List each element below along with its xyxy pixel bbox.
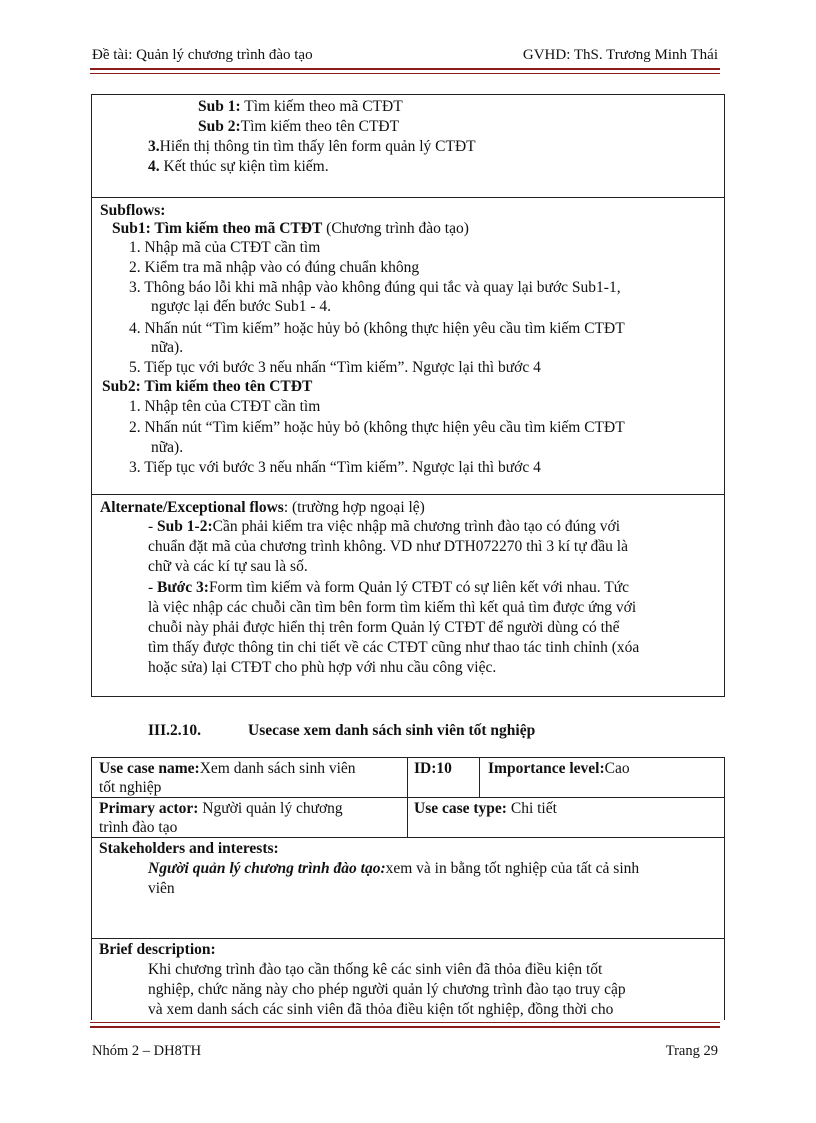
page-number: Trang 29 bbox=[665, 1043, 718, 1059]
step3-number: 3. bbox=[148, 138, 160, 155]
primary-actor-value: Người quản lý chương bbox=[198, 800, 343, 817]
step4-number: 4. bbox=[148, 158, 160, 175]
sub2-label: Sub 2: bbox=[198, 118, 241, 135]
sub1-item: 3. Thông báo lỗi khi mã nhập vào không đúng qui tắc và quay lại bước Sub1-1, bbox=[129, 279, 621, 296]
section-title: Usecase xem danh sách sinh viên tốt nghiệp bbox=[248, 722, 536, 739]
brief-line: Khi chương trình đào tạo cần thống kê các sinh viên đã thỏa điều kiện tốt bbox=[148, 961, 603, 978]
usecase-type-cell bbox=[407, 797, 725, 838]
alternate-flows-box: Alternate/Exceptional flows: (trường hợp ngoại lệ) - Sub 1-2:Cần phải kiểm tra việc nhập mã chương trình đào tạo có đúng với chuẩn đặt mã của chương trình không. VD như DTH072270 thì 3 kí tự đầu là chữ và các kí tự sau là số. - Bước 3:Form tìm kiếm và form Quản lý CTĐT có sự liên kết với nhau. Tức là việc nhập các chuỗi cần tìm bên form tìm kiếm thì kết quả tìm được ứng với chuỗi này phải được hiển thị trên form Quản lý CTĐT để người dùng có thể tìm thấy được thông tin chi tiết về các CTĐT cũng như thao tác tinh chỉnh (xóa hoặc sửa) lại CTĐT cho phù hợp với nhu cầu công việc. bbox=[91, 494, 725, 697]
page-footer bbox=[92, 1042, 718, 1062]
alt-sub12-label: Sub 1-2: bbox=[157, 518, 213, 535]
sub2-heading: Sub2: Tìm kiếm theo tên CTĐT bbox=[102, 378, 313, 395]
usecase-id-cell bbox=[407, 757, 480, 798]
sub1-item: 2. Kiểm tra mã nhập vào có đúng chuẩn không bbox=[129, 259, 420, 276]
usecase-name-cell bbox=[91, 757, 408, 798]
stakeholders-label: Stakeholders and interests: bbox=[99, 840, 279, 857]
usecase-name-value: Xem danh sách sinh viên bbox=[199, 760, 356, 777]
page-header bbox=[92, 46, 718, 66]
stakeholders-cell bbox=[91, 837, 725, 939]
sub1-label: Sub 1: bbox=[198, 98, 241, 115]
usecase-id-label: ID: bbox=[414, 760, 437, 777]
sub1-item: 4. Nhấn nút “Tìm kiếm” hoặc hủy bỏ (không thực hiện yêu cầu tìm kiếm CTĐT bbox=[129, 320, 625, 337]
alt-p2-line: Form tìm kiếm và form Quản lý CTĐT có sự liên kết với nhau. Tức bbox=[208, 579, 629, 596]
header-rule bbox=[90, 68, 720, 74]
alt-p2-line: tìm thấy được thông tin chi tiết về các CTĐT cũng như thao tác tinh chỉnh (xóa bbox=[148, 639, 640, 656]
alt-p2-line: chuỗi này phải được hiển thị trên form Quản lý CTĐT để người dùng có thể bbox=[148, 619, 620, 636]
sub2-item: 3. Tiếp tục với bước 3 nếu nhấn “Tìm kiếm”. Ngược lại thì bước 4 bbox=[129, 459, 541, 476]
sub1-item: nữa). bbox=[151, 339, 184, 356]
alt-p1-line: chuẩn đặt mã của chương trình không. VD như DTH072270 thì 3 kí tự đầu là bbox=[148, 538, 628, 555]
footer-rule bbox=[90, 1022, 720, 1028]
brief-line: và xem danh sách các sinh viên đã thỏa điều kiện tốt nghiệp, đồng thời cho bbox=[148, 1001, 614, 1018]
basic-flow-box bbox=[91, 94, 725, 198]
primary-actor-label: Primary actor: bbox=[99, 800, 199, 817]
sub1-item: 5. Tiếp tục với bước 3 nếu nhấn “Tìm kiếm”. Ngược lại thì bước 4 bbox=[129, 359, 541, 376]
alt-p2-line: là việc nhập các chuỗi cần tìm bên form tìm kiếm thì kết quả tìm được ứng với bbox=[148, 599, 637, 616]
header-topic: Đề tài: Quản lý chương trình đào tạo bbox=[92, 47, 313, 63]
stakeholder-role: Người quản lý chương trình đào tạo: bbox=[148, 860, 386, 877]
sub1-note: (Chương trình đào tạo) bbox=[322, 220, 469, 237]
usecase-type-label: Use case type: bbox=[414, 800, 507, 817]
step4-text: Kết thúc sự kiện tìm kiếm. bbox=[159, 158, 329, 175]
subflows-box bbox=[91, 197, 725, 495]
usecase-id-value: 10 bbox=[436, 760, 452, 777]
usecase-name-label: Use case name: bbox=[99, 760, 200, 777]
alt-step3-label: Bước 3: bbox=[157, 579, 209, 596]
sub1-item: ngược lại đến bước Sub1 - 4. bbox=[151, 298, 331, 315]
sub1-heading: Sub1: Tìm kiếm theo mã CTĐT bbox=[112, 220, 323, 237]
alt-p2-line: hoặc sửa) lại CTĐT cho phù hợp với nhu cầu công việc. bbox=[148, 659, 497, 676]
sub1-text: Tìm kiếm theo mã CTĐT bbox=[240, 98, 403, 115]
section-heading bbox=[148, 721, 535, 741]
primary-actor-cell bbox=[91, 797, 408, 838]
alt-p1-line: chữ và các kí tự sau là số. bbox=[148, 558, 308, 575]
importance-value: Cao bbox=[604, 760, 630, 777]
brief-description-label: Brief description: bbox=[99, 941, 216, 958]
footer-group: Nhóm 2 – DH8TH bbox=[92, 1043, 202, 1059]
stakeholder-interest: xem và in bằng tốt nghiệp của tất cả sinh bbox=[385, 860, 640, 877]
subflows-title: Subflows: bbox=[100, 202, 166, 219]
sub2-item: 1. Nhập tên của CTĐT cần tìm bbox=[129, 398, 321, 415]
usecase-type-value: Chi tiết bbox=[506, 800, 557, 817]
primary-actor-value-cont: trình đào tạo bbox=[99, 819, 178, 836]
brief-description-cell bbox=[91, 938, 725, 1020]
sub2-item: 2. Nhấn nút “Tìm kiếm” hoặc hủy bỏ (không thực hiện yêu cầu tìm kiếm CTĐT bbox=[129, 419, 625, 436]
importance-label: Importance level: bbox=[488, 760, 605, 777]
alternate-title-suffix: : (trường hợp ngoại lệ) bbox=[283, 499, 425, 516]
alternate-title: Alternate/Exceptional flows bbox=[100, 499, 284, 516]
section-number: III.2.10. bbox=[148, 722, 201, 739]
sub2-item: nữa). bbox=[151, 439, 184, 456]
step3-text: Hiển thị thông tin tìm thấy lên form quản lý CTĐT bbox=[159, 138, 476, 155]
sub1-item: 1. Nhập mã của CTĐT cần tìm bbox=[129, 239, 321, 256]
alt-p1-line: Cần phải kiểm tra việc nhập mã chương trình đào tạo có đúng với bbox=[212, 518, 621, 535]
header-advisor: GVHD: ThS. Trương Minh Thái bbox=[522, 47, 718, 63]
stakeholder-interest-cont: viên bbox=[148, 880, 175, 897]
importance-cell bbox=[479, 757, 725, 798]
sub2-text: Tìm kiếm theo tên CTĐT bbox=[240, 118, 400, 135]
brief-line: nghiệp, chức năng này cho phép người quản lý chương trình đào tạo truy cập bbox=[148, 981, 626, 998]
usecase-name-value-cont: tốt nghiệp bbox=[99, 779, 162, 796]
